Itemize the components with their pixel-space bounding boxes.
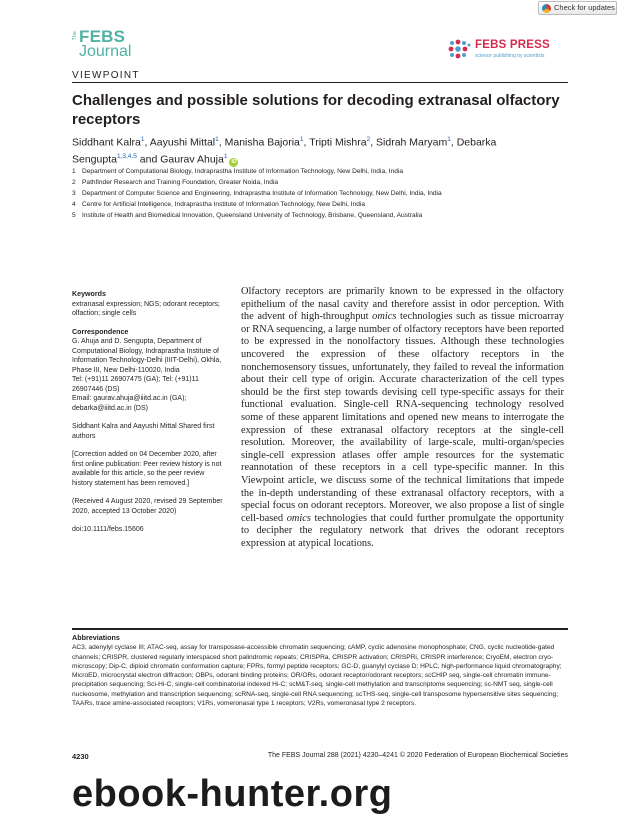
author-name: Manisha Bajoria bbox=[224, 136, 300, 149]
check-for-updates-label: Check for updates bbox=[554, 3, 615, 12]
journal-citation: The FEBS Journal 288 (2021) 4230–4241 © 2020 Federation of European Biochemical Societies bbox=[267, 752, 568, 759]
abstract bbox=[241, 286, 564, 550]
author-name: Aayushi Mittal bbox=[149, 136, 216, 149]
febs-press-logo bbox=[448, 36, 566, 62]
affiliation-item bbox=[72, 210, 592, 221]
febs-press-dots-icon bbox=[448, 39, 472, 59]
crossmark-icon bbox=[542, 4, 551, 13]
abbreviations-text: AC3, adenylyl cyclase III; ATAC-seq, assay for transposase-accessible chromatin sequencing; cAMP, cyclic adenosine monophosphate; CNG, cyclic nucleotide-gated channels; CRISPR, clustered regularly interspaced short palindromic repeats; CRISPRa, CRISPR activation; CRISPRi, CRISPR interference; CryoEM, electron cryo-microscopy; Dip-C, diploid chromatin conformation capture; FPRs, formyl peptide receptors; GC-D, guanylyl cyclase D; HPLC, high-performance liquid chromatography; MicroED, microcrystal electron diffraction; OBPs, odorant binding proteins; OR/ORs, odorant receptor/odorant receptors; scCHIP seq, single-cell chromatin immune-precipitation sequencing; Sci-Hi-C, single-cell combinatorial indexed Hi-C; scM&T-seq, single-cell methylation and transcriptome sequencing; sc-NMT seq, single-cell nucleosome, methylation and transcription sequencing; scRNA-seq, single-cell RNA sequencing; scTHS-seq, single-cell transposome hypersensitive sites sequencing; TAARs, trace amine-associated receptors; V1Rs, vomeronasal type 1 receptors; V2Rs, vomeronasal type 2 receptors. bbox=[72, 644, 562, 708]
affiliation-text: Department of Computational Biology, Indraprastha Institute of Information Technology, New Delhi, India, India bbox=[82, 168, 404, 175]
section-label: VIEWPOINT bbox=[72, 70, 140, 81]
keywords-heading: Keywords bbox=[72, 290, 106, 298]
correspondence-heading: Correspondence bbox=[72, 327, 129, 336]
author-separator: , bbox=[144, 136, 150, 149]
author-affiliation-marker[interactable]: 1 bbox=[299, 136, 304, 143]
affiliation-number: 5 bbox=[72, 212, 76, 219]
abstract-part-1: Olfactory receptors are primarily known to be expressed in the olfactory epithelium of the nasal cavity and therefore assist in odor perception. With the advent of high-throughput bbox=[241, 286, 564, 323]
author-affiliation-marker[interactable]: 1,3,4,5 bbox=[116, 152, 137, 160]
author-separator: , bbox=[450, 136, 457, 149]
abstract-part-2: technologies such as tissue microarray or RNA sequencing, a large number of olfactory receptors have been reported to be expressed in the nonolfactory tissues. Although these technologies uncovered the expression of these olfactory receptors in the nonchemosensory tissues, unfortunately, they failed to reveal the information about their cell type of origin. Accurate characterization of the cell types should be the first step towards devising cell type-specific assays for their functional evaluation. Single-cell RNA-sequencing technology resolved some of these apparent limitations and opened new means to interrogate the expression of these extranasal olfactory receptors at the single-cell resolution. Moreover, the availability of large-scale, multi-organ/species single-cell expression atlases offer ample resources for the systematic reannotation of these receptors in a cell type-specific manner. In this Viewpoint article, we discuss some of the technical limitations that impede the in-depth understanding of these extranasal olfactory receptors, with a special focus on odorant receptors. Moreover, we also propose a list of single cell-based bbox=[241, 311, 564, 524]
abstract-emphasis-2: omics bbox=[286, 512, 311, 524]
abbreviations-rule bbox=[72, 628, 568, 630]
author-separator: , bbox=[303, 136, 310, 149]
correspondence-email[interactable]: Email: gaurav.ahuja@iiitd.ac.in (GA); debarka@iiitd.ac.in (DS) bbox=[72, 395, 187, 412]
page-footer bbox=[72, 752, 568, 764]
check-for-updates-button[interactable] bbox=[538, 1, 617, 15]
affiliation-number: 2 bbox=[72, 179, 76, 186]
correspondence-phone: Tel: (+91)11 26907475 (GA); Tel: (+91)11 26907446 (DS) bbox=[72, 376, 199, 393]
febs-journal-logo bbox=[72, 27, 138, 64]
author-name: Tripti Mishra bbox=[309, 136, 367, 149]
shared-first-authors-note: Siddhant Kalra and Aayushi Mittal Shared first authors bbox=[72, 423, 215, 440]
affiliation-text: Department of Computer Science and Engineering, Indraprastha Institute of Information Technology, New Delhi, India, India bbox=[82, 190, 442, 197]
affiliation-item bbox=[72, 199, 592, 210]
abstract-part-3: technologies that could further promulgate the opportunity to decipher the regulatory network that drives the odorant receptors expression at atypical locations. bbox=[241, 512, 564, 549]
author-name: Debarka Sengupta bbox=[72, 136, 497, 165]
author-name: Siddhant Kalra bbox=[72, 136, 141, 149]
affiliations-list bbox=[72, 166, 592, 221]
orcid-icon[interactable]: iD bbox=[231, 159, 237, 165]
author-affiliation-marker[interactable]: 2 bbox=[366, 136, 371, 143]
affiliation-item bbox=[72, 188, 592, 199]
affiliation-text: Centre for Artificial Intelligence, Indraprastha Institute of Information Technology, New Delhi, India bbox=[82, 201, 366, 208]
keywords-text: extranasal expression; NGS; odorant receptors; olfaction; single cells bbox=[72, 300, 220, 317]
author-name: Sidrah Maryam bbox=[376, 136, 448, 149]
correspondence-address: G. Ahuja and D. Sengupta, Department of Computational Biology, Indraprastha Institute of Information Technology-Delhi (IIIT-Delhi), Okhla, Phase III, New Delhi-110020, India bbox=[72, 338, 222, 374]
doi-link[interactable]: doi:10.1111/febs.15606 bbox=[72, 526, 144, 533]
correction-note: [Correction added on 04 December 2020, after first online publication: Peer review history is not available for this article, so the peer review history statement has been removed.] bbox=[72, 451, 222, 487]
abstract-emphasis-1: omics bbox=[372, 311, 397, 323]
journal-logo-prefix: The bbox=[72, 31, 78, 41]
author-separator: , bbox=[370, 136, 377, 149]
affiliation-number: 3 bbox=[72, 190, 76, 197]
author-separator: and bbox=[136, 153, 161, 165]
page-number: 4230 bbox=[72, 752, 89, 761]
affiliation-number: 4 bbox=[72, 201, 76, 208]
affiliation-text: Institute of Health and Biomedical Innovation, Queensland University of Technology, Brisbane, Queensland, Australia bbox=[82, 212, 423, 219]
author-affiliation-marker[interactable]: 1 bbox=[447, 136, 451, 143]
journal-logo-febs: FEBS bbox=[79, 27, 126, 46]
author-affiliation-marker[interactable]: 1 bbox=[215, 136, 219, 143]
watermark-text: ebook-hunter.org bbox=[72, 773, 393, 815]
febs-press-tagline: science publishing by scientists bbox=[475, 53, 545, 59]
affiliation-text: Pathfinder Research and Training Foundation, Greater Noida, India bbox=[82, 179, 279, 186]
author-separator: , bbox=[218, 136, 225, 149]
affiliation-item bbox=[72, 166, 592, 177]
received-dates: (Received 4 August 2020, revised 29 September 2020, accepted 13 October 2020) bbox=[72, 498, 223, 515]
author-affiliation-marker[interactable]: 1 bbox=[140, 136, 145, 143]
affiliation-number: 1 bbox=[72, 168, 76, 175]
author-affiliation-marker[interactable]: 1 bbox=[223, 152, 228, 160]
author-list bbox=[72, 133, 562, 167]
article-info-sidebar bbox=[72, 290, 224, 544]
article-title: Challenges and possible solutions for decoding extranasal olfactory receptors bbox=[72, 92, 560, 128]
abbreviations-section bbox=[72, 633, 568, 708]
abbreviations-heading: Abbreviations bbox=[72, 633, 120, 642]
journal-logo-journal: Journal bbox=[79, 43, 132, 60]
affiliation-item bbox=[72, 177, 592, 188]
author-name: Gaurav Ahuja bbox=[160, 153, 224, 165]
header-rule bbox=[72, 82, 568, 83]
febs-press-name: FEBS PRESS bbox=[475, 39, 550, 51]
